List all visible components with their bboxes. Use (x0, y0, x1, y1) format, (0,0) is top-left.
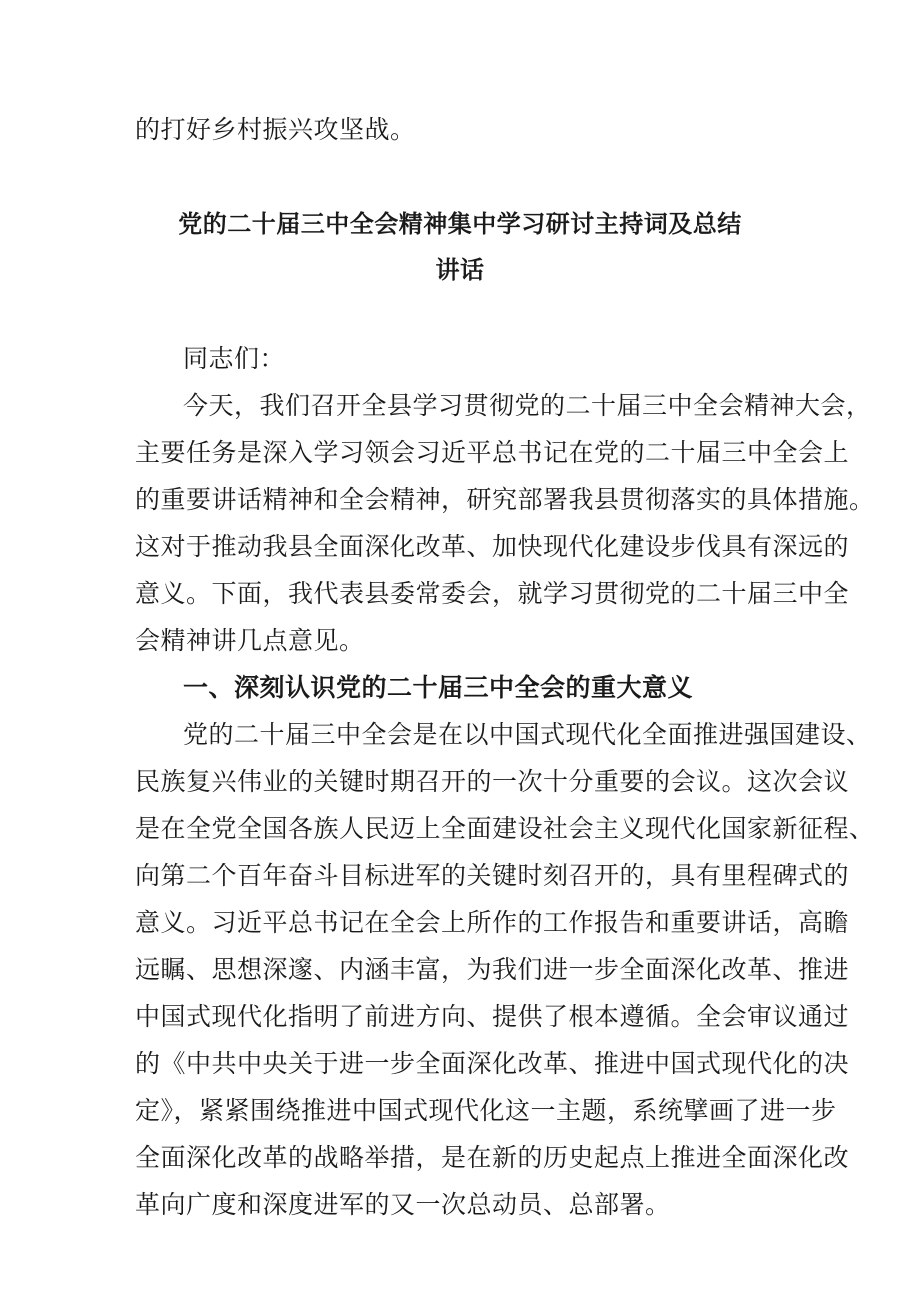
body-line: 向第二个百年奋斗目标进军的关键时刻召开的，具有里程碑式的 (135, 861, 850, 890)
salutation: 同志们： (183, 344, 286, 373)
body-line: 定》，紧紧围绕推进中国式现代化这一主题，系统擘画了进一步 (135, 1096, 837, 1125)
body-line: 中国式现代化指明了前进方向、提供了根本遵循。全会审议通过 (135, 1002, 850, 1031)
intro-line: 主要任务是深入学习领会习近平总书记在党的二十届三中全会上 (135, 438, 850, 467)
intro-line: 会精神讲几点意见。 (135, 626, 365, 655)
body-line: 是在全党全国各族人民迈上全面建设社会主义现代化国家新征程、 (135, 814, 875, 843)
section-heading: 一、深刻认识党的二十届三中全会的重大意义 (183, 673, 694, 702)
body-line: 全面深化改革的战略举措，是在新的历史起点上推进全面深化改 (135, 1143, 850, 1172)
intro-line: 意义。下面，我代表县委常委会，就学习贯彻党的二十届三中全 (135, 579, 850, 608)
body-line: 远瞩、思想深邃、内涵丰富，为我们进一步全面深化改革、推进 (135, 955, 850, 984)
body-line: 民族复兴伟业的关键时期召开的一次十分重要的会议。这次会议 (135, 767, 850, 796)
intro-line: 今天，我们召开全县学习贯彻党的二十届三中全会精神大会， (183, 391, 872, 420)
document-title-line-2: 讲话 (435, 256, 485, 284)
body-line: 党的二十届三中全会是在以中国式现代化全面推进强国建设、 (183, 720, 872, 749)
body-line: 意义。习近平总书记在全会上所作的工作报告和重要讲话，高瞻 (135, 908, 850, 937)
intro-line: 这对于推动我县全面深化改革、加快现代化建设步伐具有深远的 (135, 532, 850, 561)
document-title-line-1: 党的二十届三中全会精神集中学习研讨主持词及总结 (178, 210, 742, 238)
previous-text-tail: 的打好乡村振兴攻坚战。 (135, 115, 416, 144)
intro-line: 的重要讲话精神和全会精神，研究部署我县贯彻落实的具体措施。 (135, 485, 875, 514)
body-line: 的《中共中央关于进一步全面深化改革、推进中国式现代化的决 (135, 1049, 850, 1078)
body-line: 革向广度和深度进军的又一次总动员、总部署。 (135, 1190, 671, 1219)
